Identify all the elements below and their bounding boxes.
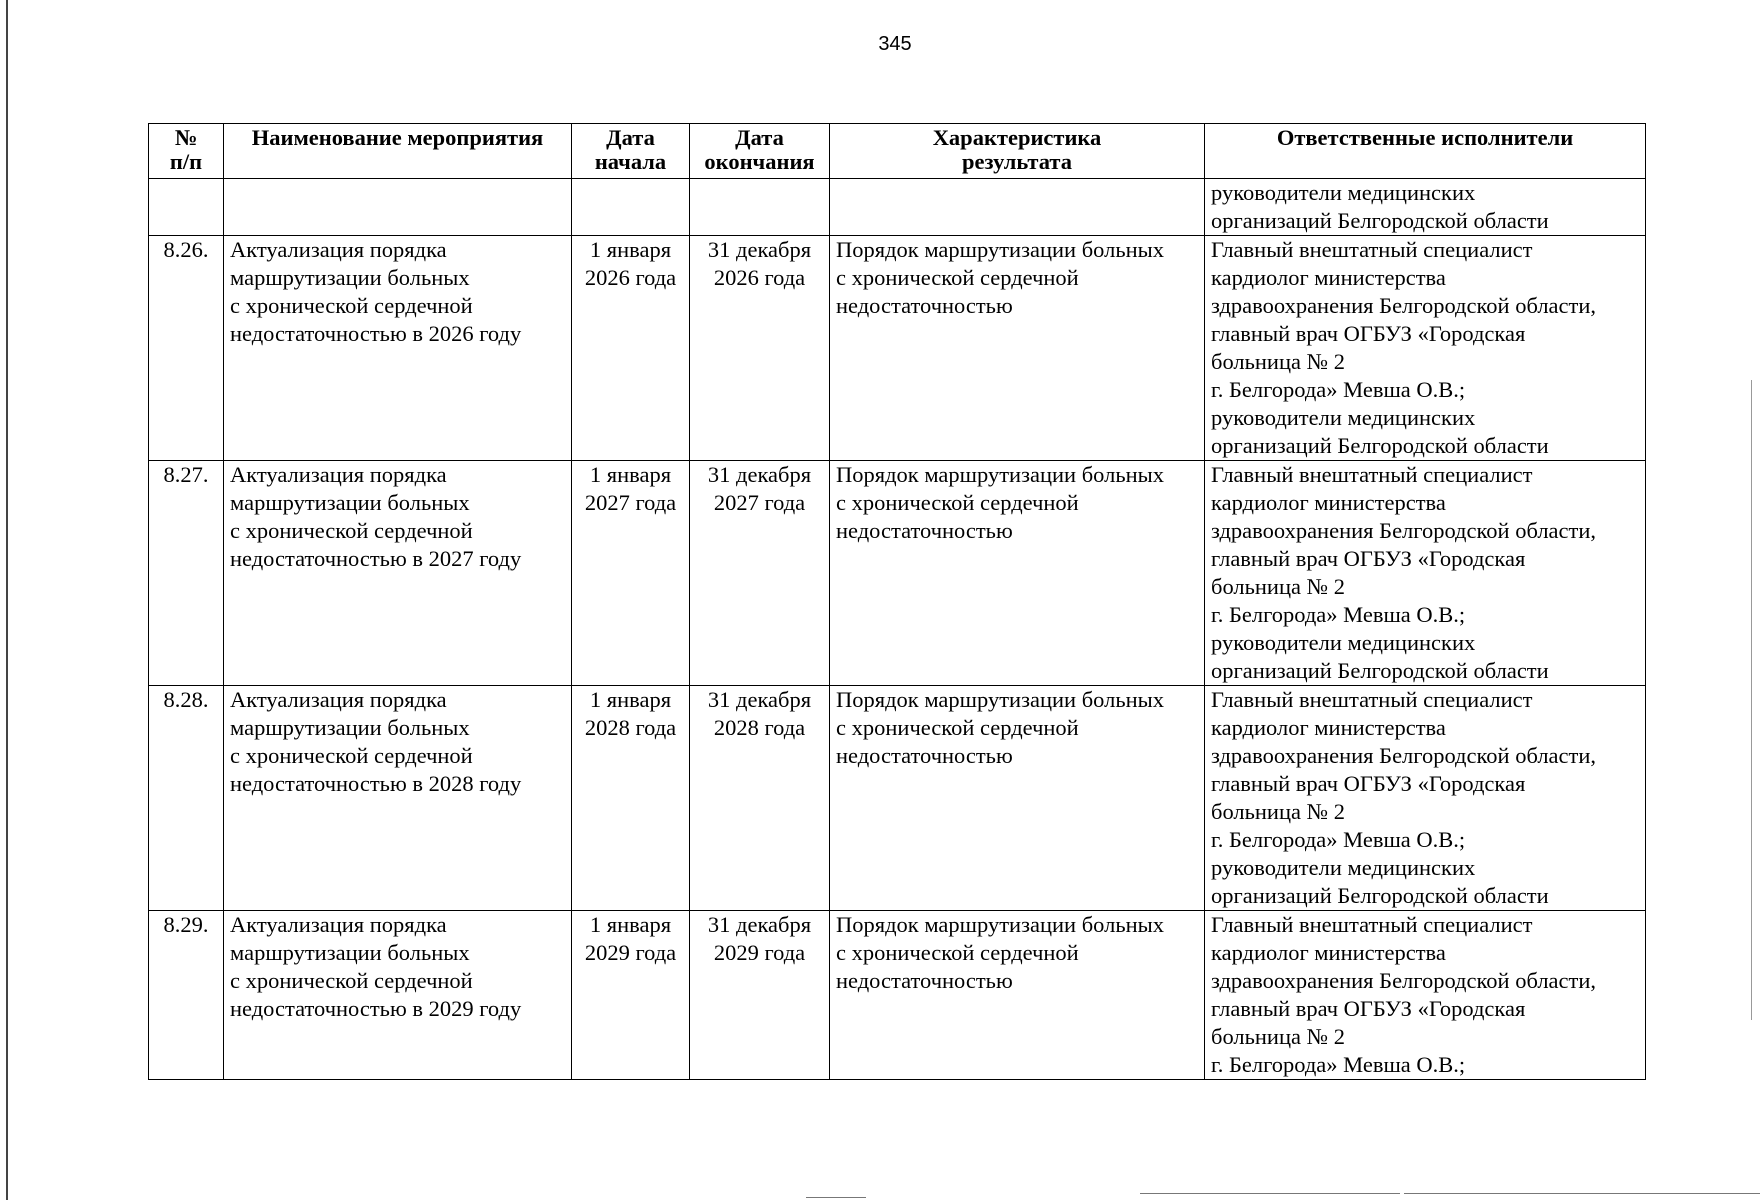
cell-num: 8.27. — [149, 461, 224, 686]
cell-num: 8.28. — [149, 686, 224, 911]
table-header-row — [149, 124, 1646, 179]
scan-mark-bottom-2 — [1140, 1193, 1400, 1194]
cell-end-date: 31 декабря 2029 года — [690, 911, 830, 1080]
cell-name: Актуализация порядка маршрутизации больных с хронической сердечной недостаточностью в 2029 году — [224, 911, 572, 1080]
cell-responsible: Главный внештатный специалист кардиолог министерства здравоохранения Белгородской области, главный врач ОГБУЗ «Городская больница № 2 г. Белгорода» Мевша О.В.; руководители медицинских организаций Белгородской области — [1205, 686, 1646, 911]
cell-end-date: 31 декабря 2028 года — [690, 686, 830, 911]
cell-responsible: Главный внештатный специалист кардиолог министерства здравоохранения Белгородской области, главный врач ОГБУЗ «Городская больница № 2 г. Белгорода» Мевша О.В.; — [1205, 911, 1646, 1080]
cell-name: Актуализация порядка маршрутизации больных с хронической сердечной недостаточностью в 2027 году — [224, 461, 572, 686]
cell-start-date: 1 января 2026 года — [572, 236, 690, 461]
table-row — [149, 236, 1646, 461]
header-num: № п/п — [149, 124, 224, 179]
cell-responsible: Главный внештатный специалист кардиолог министерства здравоохранения Белгородской области, главный врач ОГБУЗ «Городская больница № 2 г. Белгорода» Мевша О.В.; руководители медицинских организаций Белгородской области — [1205, 461, 1646, 686]
table-row — [149, 686, 1646, 911]
table-row — [149, 461, 1646, 686]
cell-result: Порядок маршрутизации больных с хронической сердечной недостаточностью — [830, 461, 1205, 686]
header-responsible: Ответственные исполнители — [1205, 124, 1646, 179]
cell-end-date — [690, 179, 830, 236]
header-end-date: Дата окончания — [690, 124, 830, 179]
cell-result: Порядок маршрутизации больных с хронической сердечной недостаточностью — [830, 236, 1205, 461]
cell-name — [224, 179, 572, 236]
cell-num: 8.26. — [149, 236, 224, 461]
cell-start-date: 1 января 2028 года — [572, 686, 690, 911]
scan-edge-right — [1751, 380, 1752, 1020]
cell-end-date: 31 декабря 2026 года — [690, 236, 830, 461]
table-row — [149, 911, 1646, 1080]
continuation-row — [149, 179, 1646, 236]
scan-edge-left — [6, 0, 8, 1200]
page-number: 345 — [878, 33, 912, 55]
cell-start-date: 1 января 2029 года — [572, 911, 690, 1080]
cell-responsible: Главный внештатный специалист кардиолог министерства здравоохранения Белгородской области, главный врач ОГБУЗ «Городская больница № 2 г. Белгорода» Мевша О.В.; руководители медицинских организаций Белгородской области — [1205, 236, 1646, 461]
cell-name: Актуализация порядка маршрутизации больных с хронической сердечной недостаточностью в 2028 году — [224, 686, 572, 911]
scan-mark-bottom-3 — [1404, 1193, 1760, 1194]
activities-table — [148, 123, 1646, 1080]
cell-start-date: 1 января 2027 года — [572, 461, 690, 686]
cell-num — [149, 179, 224, 236]
header-start-date: Дата начала — [572, 124, 690, 179]
cell-result: Порядок маршрутизации больных с хронической сердечной недостаточностью — [830, 911, 1205, 1080]
scan-mark-bottom-1 — [806, 1197, 866, 1198]
cell-name: Актуализация порядка маршрутизации больных с хронической сердечной недостаточностью в 2026 году — [224, 236, 572, 461]
cell-responsible: руководители медицинских организаций Белгородской области — [1205, 179, 1646, 236]
cell-end-date: 31 декабря 2027 года — [690, 461, 830, 686]
cell-result — [830, 179, 1205, 236]
cell-result: Порядок маршрутизации больных с хронической сердечной недостаточностью — [830, 686, 1205, 911]
cell-num: 8.29. — [149, 911, 224, 1080]
header-result: Характеристика результата — [830, 124, 1205, 179]
header-name: Наименование мероприятия — [224, 124, 572, 179]
cell-start-date — [572, 179, 690, 236]
